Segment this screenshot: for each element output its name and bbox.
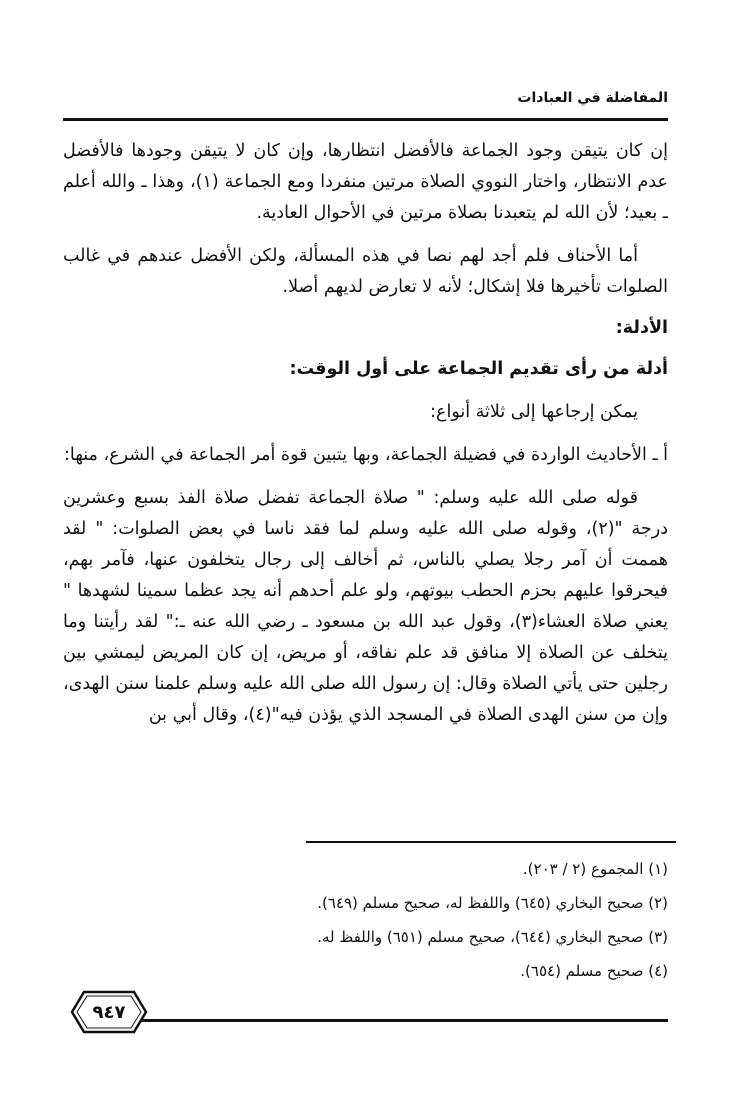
- header-rule: [63, 118, 668, 121]
- page-body: [63, 136, 668, 731]
- footnote-4: (٤) صحيح مسلم (٦٥٤).: [520, 962, 668, 980]
- running-header: المفاضلة في العبادات: [517, 90, 668, 106]
- paragraph-4: أ ـ الأحاديث الواردة في فضيلة الجماعة، وبها يتبين قوة أمر الجماعة في الشرع، منها:: [63, 445, 668, 465]
- footnote-3: (٣) صحيح البخاري (٦٤٤)، صحيح مسلم (٦٥١) واللفظ له.: [317, 928, 668, 946]
- paragraph-1: إن كان يتيقن وجود الجماعة فالأفضل انتظارها، وإن كان لا يتيقن وجودها فالأفضل عدم الانتظار، واختار النووي الصلاة مرتين منفردا ومع الجماعة (١)، وهذا ـ والله أعلم ـ بعيد؛ لأن الله لم يتعبدنا بصلاة مرتين في الأحوال العادية.: [63, 141, 668, 223]
- heading-evidence-subtitle: أدلة من رأى تقديم الجماعة على أول الوقت:: [289, 359, 668, 379]
- paragraph-2: أما الأحناف فلم أجد لهم نصا في هذه المسألة، ولكن الأفضل عندهم في غالب الصلوات تأخيرها فلا إشكال؛ لأنه لا تعارض لديهم أصلا.: [63, 246, 668, 297]
- page-number: ٩٤٧: [92, 1001, 126, 1023]
- paragraph-3: يمكن إرجاعها إلى ثلاثة أنواع:: [430, 402, 638, 422]
- footnote-1: (١) المجموع (٢ / ٢٠٣).: [522, 860, 668, 878]
- footnote-separator: [306, 841, 676, 843]
- paragraph-5: قوله صلى الله عليه وسلم: " صلاة الجماعة تفضل صلاة الفذ بسبع وعشرين درجة "(٢)، وقوله صلى الله عليه وسلم لما فقد ناسا في بعض الصلوات: " لقد هممت أن آمر رجلا يصلي بالناس، ثم أخالف إلى رجال يتخلفون عنها، فآمر بهم، فيحرقوا عليهم بحزم الحطب بيوتهم، ولو علم أحدهم أنه يجد عظما سمينا لشهدها " يعني صلاة العشاء(٣)، وقول عبد الله بن مسعود ـ رضي الله عنه ـ:" لقد رأيتنا وما يتخلف عن الصلاة إلا منافق قد علم نفاقه، أو مريض، إن كان المريض ليمشي بين رجلين حتى يأتي الصلاة وقال: إن رسول الله صلى الله عليه وسلم علمنا سنن الهدى، وإن من سنن الهدى الصلاة في المسجد الذي يؤذن فيه"(٤)، وقال أبي بن: [63, 488, 668, 725]
- footnote-2: (٢) صحيح البخاري (٦٤٥) واللفظ له، صحيح مسلم (٦٤٩).: [317, 894, 668, 912]
- page-number-badge: [70, 990, 148, 1034]
- footer-rule: [140, 1019, 668, 1022]
- footnotes: [68, 852, 668, 988]
- heading-evidence: الأدلة:: [615, 318, 668, 338]
